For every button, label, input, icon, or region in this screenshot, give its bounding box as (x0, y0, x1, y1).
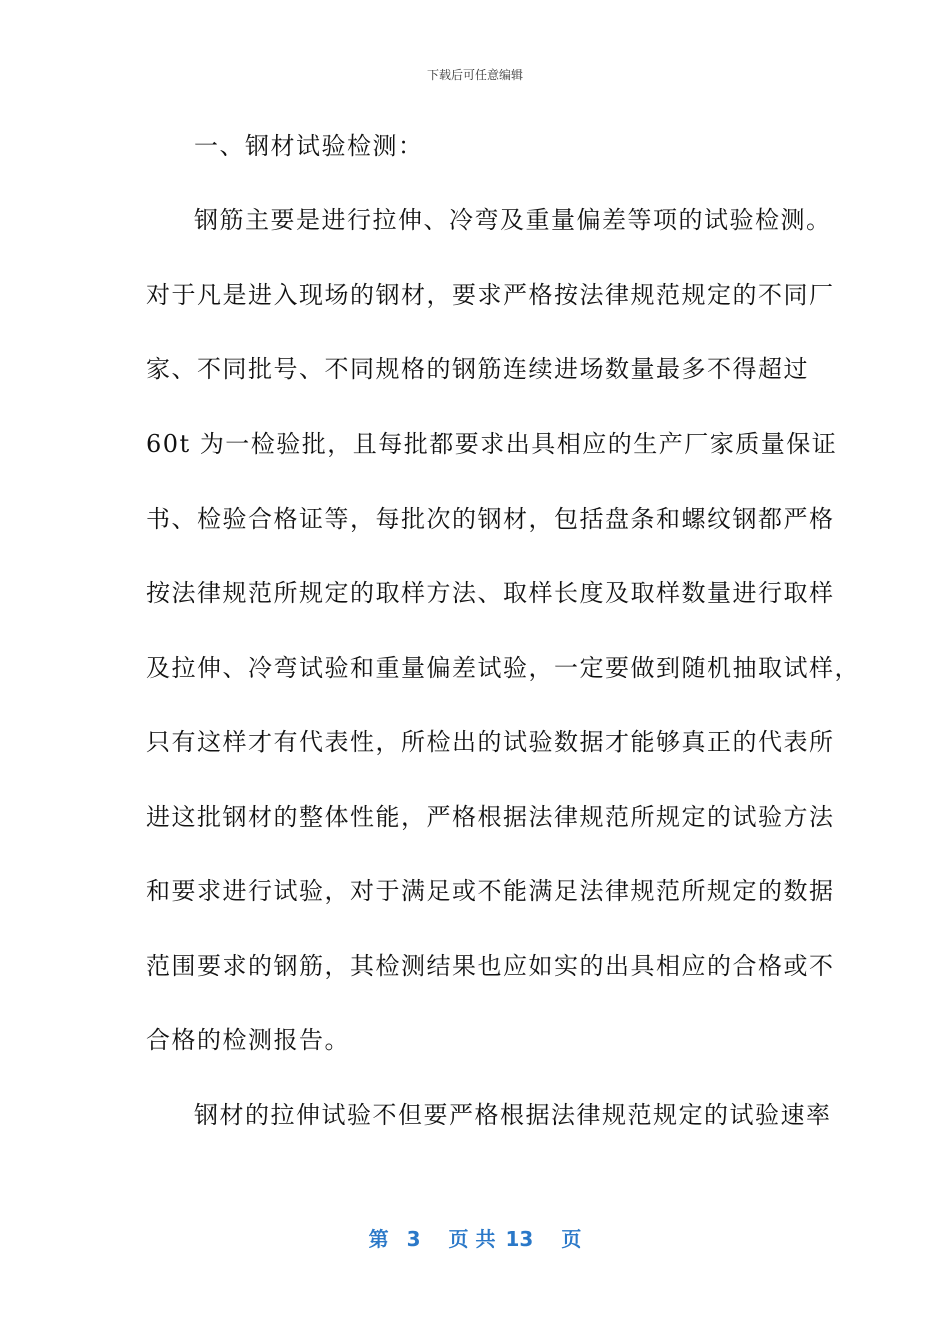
footer-prefix: 第 (368, 1227, 389, 1251)
paragraph-line: 60t 为一检验批，且每批都要求出具相应的生产厂家质量保证 (146, 430, 838, 458)
current-page-number: 3 (406, 1227, 421, 1251)
paragraph-line: 进这批钢材的整体性能，严格根据法律规范所规定的试验方法 (146, 803, 835, 831)
paragraph-line: 按法律规范所规定的取样方法、取样长度及取样数量进行取样 (146, 579, 835, 607)
footer-middle: 页 共 (448, 1227, 496, 1251)
paragraph-line: 钢材的拉伸试验不但要严格根据法律规范规定的试验速率 (194, 1101, 832, 1129)
footer-suffix: 页 (561, 1227, 582, 1251)
paragraph-line: 及拉伸、冷弯试验和重量偏差试验，一定要做到随机抽取试样， (146, 654, 860, 682)
total-pages: 13 (505, 1227, 534, 1251)
paragraph-line: 家、不同批号、不同规格的钢筋连续进场数量最多不得超过 (146, 355, 809, 383)
section-heading: 一、钢材试验检测： (194, 132, 424, 160)
paragraph-line: 只有这样才有代表性，所检出的试验数据才能够真正的代表所 (146, 728, 835, 756)
paragraph-line: 合格的检测报告。 (146, 1026, 350, 1054)
paragraph-line: 书、检验合格证等，每批次的钢材，包括盘条和螺纹钢都严格 (146, 505, 835, 533)
paragraph-line: 范围要求的钢筋，其检测结果也应如实的出具相应的合格或不 (146, 952, 835, 980)
paragraph-line: 钢筋主要是进行拉伸、冷弯及重量偏差等项的试验检测。 (194, 206, 832, 234)
page-footer (0, 1226, 950, 1252)
page-header: 下载后可任意编辑 (426, 68, 523, 82)
paragraph-line: 对于凡是进入现场的钢材，要求严格按法律规范规定的不同厂 (146, 281, 835, 309)
paragraph-line: 和要求进行试验，对于满足或不能满足法律规范所规定的数据 (146, 877, 835, 905)
